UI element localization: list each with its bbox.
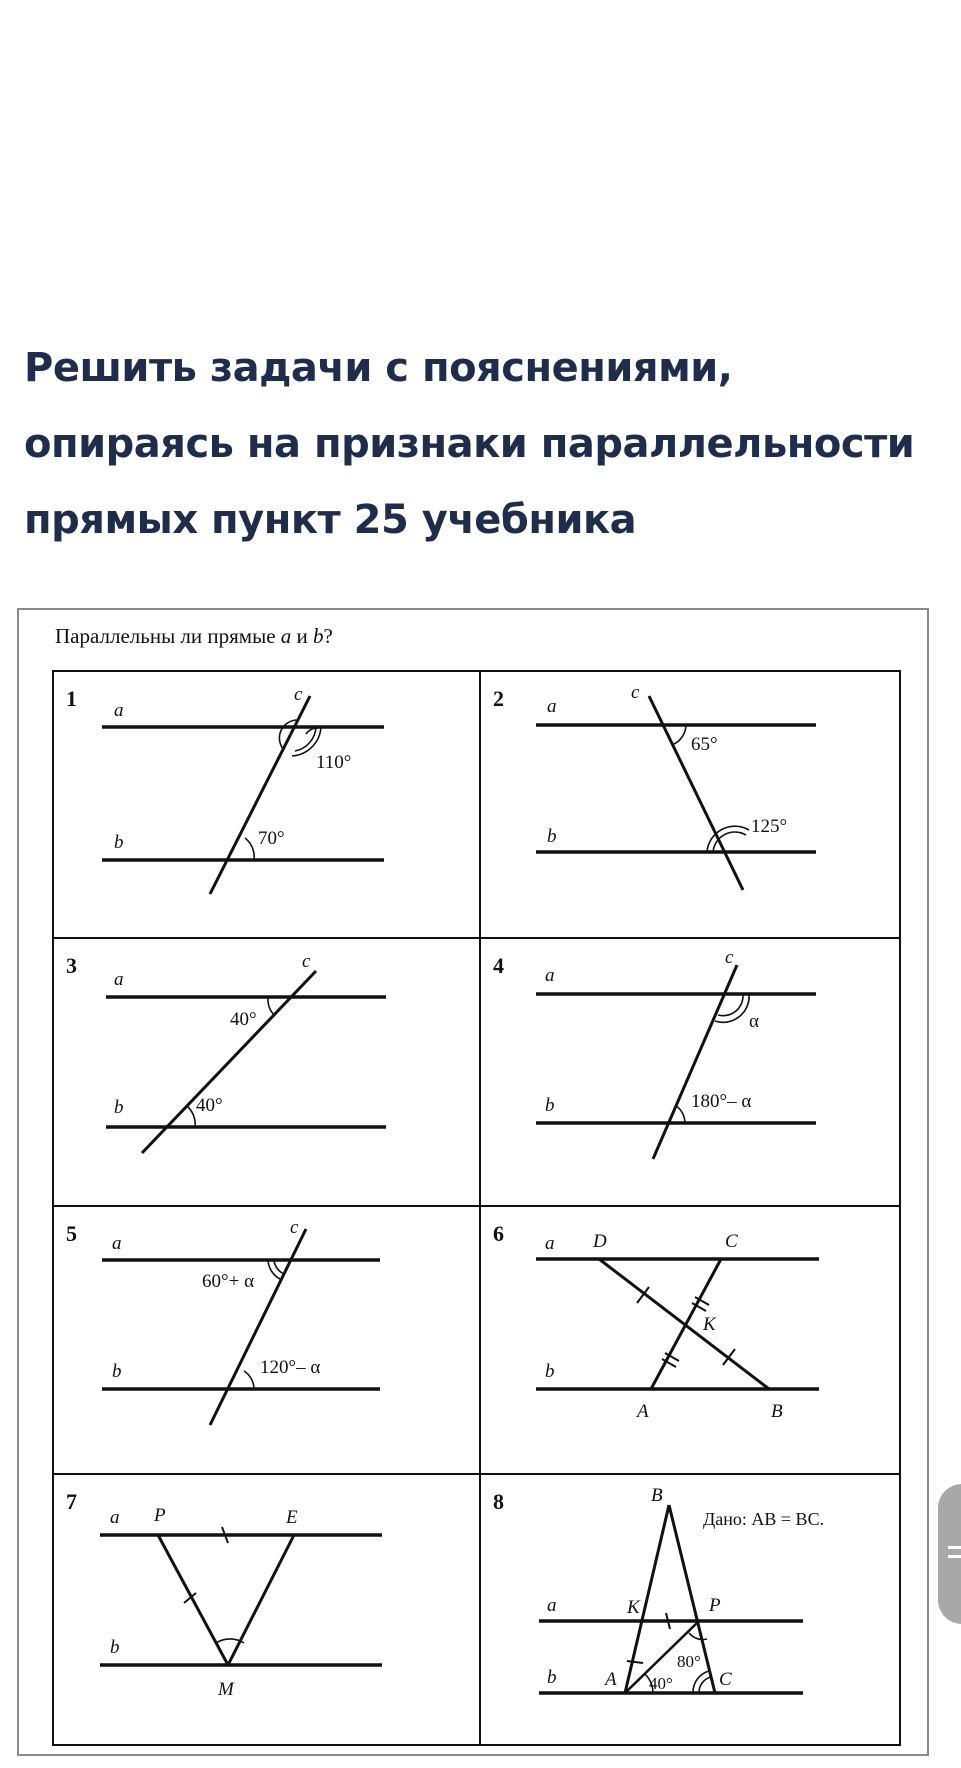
problem-number: 5 [66, 1221, 77, 1246]
angle-bottom-label: 40° [196, 1095, 223, 1116]
line-b-label: b [547, 1667, 557, 1688]
line-a-label: a [114, 700, 124, 721]
handle-grip-icon [948, 1546, 961, 1549]
heading-line-2: опираясь на признаки параллельности [24, 421, 915, 467]
problem-5 [54, 1207, 479, 1475]
problem-3 [54, 939, 479, 1207]
problem-number: 4 [493, 953, 504, 978]
question-line-a: a [280, 624, 292, 648]
line-b-label: b [545, 1095, 555, 1116]
line-a-label: a [114, 969, 124, 990]
question-prefix: Параллельны ли прямые [55, 624, 281, 648]
problems-grid [52, 670, 901, 1746]
problem-7 [54, 1475, 479, 1744]
point-p-label: P [709, 1595, 721, 1616]
line-c-label: c [294, 684, 303, 705]
point-e-label: E [286, 1507, 298, 1528]
line-b-label: b [112, 1361, 122, 1382]
point-b-label: B [651, 1485, 663, 1506]
angle-bottom-label: 70° [258, 828, 285, 849]
given-text: Дано: AB = BC. [703, 1509, 825, 1529]
problem-number: 2 [493, 686, 504, 711]
line-a-label: a [112, 1233, 122, 1254]
line-b-label: b [545, 1361, 555, 1382]
worksheet-question [55, 624, 333, 649]
point-d-label: D [593, 1231, 607, 1252]
angle-top-label: 40° [230, 1009, 257, 1030]
line-a-label: a [545, 965, 555, 986]
line-b-label: b [114, 1097, 124, 1118]
problem-6-figure [481, 1207, 899, 1475]
problem-number: 6 [493, 1221, 504, 1246]
angle-bottom-label: 120°– α [260, 1357, 321, 1378]
angle-top-label: α [749, 1011, 759, 1032]
problem-5-figure [54, 1207, 479, 1475]
problem-number: 1 [66, 686, 77, 711]
angle-top-label: 110° [316, 752, 352, 773]
line-a-label: a [545, 1233, 555, 1254]
question-and: и [291, 624, 314, 648]
line-b-label: b [547, 826, 557, 847]
question-line-b: b [313, 624, 324, 648]
question-suffix: ? [323, 624, 333, 648]
problem-7-figure [54, 1475, 479, 1744]
side-panel-handle[interactable] [938, 1484, 961, 1624]
line-c-label: c [725, 947, 734, 968]
point-c-label: C [719, 1669, 732, 1690]
line-b-label: b [114, 832, 124, 853]
point-c-label: C [725, 1231, 738, 1252]
worksheet-image [17, 608, 929, 1756]
problem-4 [479, 939, 899, 1207]
angle-top-label: 60°+ α [202, 1271, 255, 1292]
point-k-label: K [703, 1314, 716, 1335]
problem-2-figure [481, 672, 899, 939]
problem-2 [479, 672, 899, 939]
problem-number: 8 [493, 1489, 504, 1514]
angle-a-label: 40° [649, 1674, 673, 1693]
point-a-label: A [637, 1401, 649, 1422]
angle-bottom-label: 125° [751, 816, 788, 837]
point-p-label: P [154, 1505, 166, 1526]
angle-p-label: 80° [677, 1652, 701, 1671]
line-c-label: c [290, 1217, 299, 1238]
task-heading [24, 330, 944, 558]
point-b-label: B [771, 1401, 783, 1422]
problem-8-figure [481, 1475, 899, 1744]
line-c-label: c [302, 951, 311, 972]
line-a-label: a [547, 696, 557, 717]
line-b-label: b [110, 1637, 120, 1658]
problem-number: 7 [66, 1489, 77, 1514]
angle-bottom-label: 180°– α [691, 1091, 752, 1112]
problem-1 [54, 672, 479, 939]
line-a-label: a [547, 1595, 557, 1616]
line-a-label: a [110, 1507, 120, 1528]
problem-8 [479, 1475, 899, 1744]
point-a-label: A [605, 1669, 617, 1690]
heading-line-3: прямых пункт 25 учебника [24, 497, 637, 543]
problem-6 [479, 1207, 899, 1475]
problem-3-figure [54, 939, 479, 1207]
line-c-label: c [631, 682, 640, 703]
angle-top-label: 65° [691, 734, 718, 755]
problem-number: 3 [66, 953, 77, 978]
problem-4-figure [481, 939, 899, 1207]
problem-1-figure [54, 672, 479, 939]
point-m-label: M [218, 1679, 234, 1700]
heading-line-1: Решить задачи с пояснениями, [24, 345, 733, 391]
point-k-label: K [627, 1597, 640, 1618]
